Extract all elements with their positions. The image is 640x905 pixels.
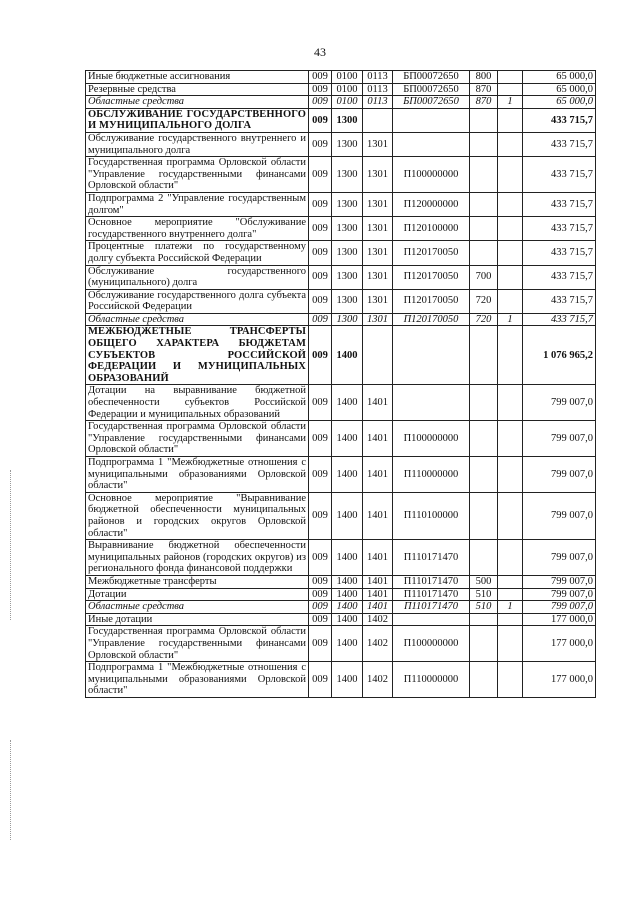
target-item-code-cell: П120170050 — [393, 265, 470, 289]
target-item-code-cell: П120000000 — [393, 192, 470, 216]
expense-type-code-cell — [470, 457, 498, 493]
funding-source-cell — [498, 108, 523, 132]
target-item-code-cell — [393, 613, 470, 626]
target-item-code-cell: БП00072650 — [393, 83, 470, 96]
row-name-cell: Основное мероприятие "Выравнивание бюджетной обеспеченности муниципальных районов и городских округов Орловской области" — [86, 492, 309, 539]
subsection-code-cell: 1401 — [363, 588, 393, 601]
subsection-code-cell: 1401 — [363, 540, 393, 576]
ministry-code-cell: 009 — [309, 588, 332, 601]
target-item-code-cell: П110171470 — [393, 601, 470, 614]
target-item-code-cell: П100000000 — [393, 421, 470, 457]
subsection-code-cell: 1401 — [363, 575, 393, 588]
funding-source-cell — [498, 492, 523, 539]
section-code-cell: 1400 — [332, 457, 363, 493]
ministry-code-cell: 009 — [309, 421, 332, 457]
ministry-code-cell: 009 — [309, 626, 332, 662]
row-name-cell: МЕЖБЮДЖЕТНЫЕ ТРАНСФЕРТЫ ОБЩЕГО ХАРАКТЕРА БЮДЖЕТАМ СУБЪЕКТОВ РОССИЙСКОЙ ФЕДЕРАЦИИ И МУНИЦИПАЛЬНЫХ ОБРАЗОВАНИЙ — [86, 326, 309, 385]
amount-cell: 799 007,0 — [523, 457, 596, 493]
ministry-code-cell: 009 — [309, 457, 332, 493]
funding-source-cell — [498, 613, 523, 626]
row-name-cell: Иные бюджетные ассигнования — [86, 71, 309, 84]
amount-cell: 433 715,7 — [523, 289, 596, 313]
section-code-cell: 0100 — [332, 83, 363, 96]
section-code-cell: 1400 — [332, 662, 363, 698]
amount-cell: 1 076 965,2 — [523, 326, 596, 385]
section-code-cell: 0100 — [332, 71, 363, 84]
amount-cell: 177 000,0 — [523, 662, 596, 698]
target-item-code-cell: БП00072650 — [393, 71, 470, 84]
expense-type-code-cell — [470, 613, 498, 626]
row-name-cell: Подпрограмма 1 "Межбюджетные отношения с муниципальными образованиями Орловской области" — [86, 662, 309, 698]
funding-source-cell — [498, 217, 523, 241]
table-row — [86, 313, 596, 326]
ministry-code-cell: 009 — [309, 241, 332, 265]
row-name-cell: Иные дотации — [86, 613, 309, 626]
table-row — [86, 492, 596, 539]
expense-type-code-cell: 500 — [470, 575, 498, 588]
row-name-cell: Резервные средства — [86, 83, 309, 96]
funding-source-cell — [498, 241, 523, 265]
ministry-code-cell: 009 — [309, 492, 332, 539]
ministry-code-cell: 009 — [309, 289, 332, 313]
amount-cell: 799 007,0 — [523, 492, 596, 539]
margin-dots-upper — [10, 470, 13, 620]
target-item-code-cell: П120170050 — [393, 289, 470, 313]
expense-type-code-cell — [470, 540, 498, 576]
section-code-cell: 1300 — [332, 313, 363, 326]
subsection-code-cell — [363, 326, 393, 385]
table-row — [86, 83, 596, 96]
amount-cell: 433 715,7 — [523, 313, 596, 326]
row-name-cell: Областные средства — [86, 601, 309, 614]
amount-cell: 799 007,0 — [523, 588, 596, 601]
row-name-cell: Государственная программа Орловской области "Управление государственными финансами Орловской области" — [86, 157, 309, 193]
table-row — [86, 108, 596, 132]
section-code-cell: 1400 — [332, 613, 363, 626]
funding-source-cell — [498, 157, 523, 193]
funding-source-cell — [498, 662, 523, 698]
table-body — [86, 71, 596, 698]
row-name-cell: Дотации — [86, 588, 309, 601]
expense-type-code-cell — [470, 241, 498, 265]
table-row — [86, 588, 596, 601]
expense-type-code-cell — [470, 157, 498, 193]
expense-type-code-cell — [470, 326, 498, 385]
funding-source-cell: 1 — [498, 601, 523, 614]
subsection-code-cell — [363, 108, 393, 132]
target-item-code-cell: БП00072650 — [393, 96, 470, 109]
funding-source-cell — [498, 457, 523, 493]
subsection-code-cell: 1401 — [363, 421, 393, 457]
amount-cell: 177 000,0 — [523, 626, 596, 662]
target-item-code-cell: П110000000 — [393, 662, 470, 698]
target-item-code-cell: П110000000 — [393, 457, 470, 493]
ministry-code-cell: 009 — [309, 96, 332, 109]
funding-source-cell — [498, 421, 523, 457]
target-item-code-cell: П120170050 — [393, 313, 470, 326]
row-name-cell: Обслуживание государственного внутреннего и муниципального долга — [86, 132, 309, 156]
target-item-code-cell: П110171470 — [393, 575, 470, 588]
expense-type-code-cell: 700 — [470, 265, 498, 289]
amount-cell: 433 715,7 — [523, 108, 596, 132]
funding-source-cell — [498, 265, 523, 289]
section-code-cell: 1300 — [332, 265, 363, 289]
row-name-cell: Обслуживание государственного (муниципального) долга — [86, 265, 309, 289]
section-code-cell: 1300 — [332, 108, 363, 132]
table-row — [86, 157, 596, 193]
subsection-code-cell: 0113 — [363, 83, 393, 96]
funding-source-cell: 1 — [498, 96, 523, 109]
table-row — [86, 540, 596, 576]
amount-cell: 799 007,0 — [523, 575, 596, 588]
subsection-code-cell: 0113 — [363, 71, 393, 84]
row-name-cell: Областные средства — [86, 313, 309, 326]
subsection-code-cell: 1301 — [363, 265, 393, 289]
table-row — [86, 385, 596, 421]
section-code-cell: 1300 — [332, 157, 363, 193]
row-name-cell: Подпрограмма 2 "Управление государственным долгом" — [86, 192, 309, 216]
section-code-cell: 1300 — [332, 132, 363, 156]
budget-table — [85, 70, 596, 698]
amount-cell: 433 715,7 — [523, 192, 596, 216]
ministry-code-cell: 009 — [309, 132, 332, 156]
table-row — [86, 326, 596, 385]
amount-cell: 433 715,7 — [523, 241, 596, 265]
ministry-code-cell: 009 — [309, 540, 332, 576]
subsection-code-cell: 1301 — [363, 132, 393, 156]
target-item-code-cell: П120100000 — [393, 217, 470, 241]
section-code-cell: 1400 — [332, 626, 363, 662]
table-row — [86, 613, 596, 626]
row-name-cell: ОБСЛУЖИВАНИЕ ГОСУДАРСТВЕННОГО И МУНИЦИПАЛЬНОГО ДОЛГА — [86, 108, 309, 132]
section-code-cell: 1300 — [332, 192, 363, 216]
table-row — [86, 662, 596, 698]
amount-cell: 799 007,0 — [523, 421, 596, 457]
ministry-code-cell: 009 — [309, 192, 332, 216]
ministry-code-cell: 009 — [309, 217, 332, 241]
target-item-code-cell — [393, 108, 470, 132]
target-item-code-cell — [393, 132, 470, 156]
page-number: 43 — [314, 45, 326, 59]
amount-cell: 799 007,0 — [523, 385, 596, 421]
ministry-code-cell: 009 — [309, 71, 332, 84]
table-row — [86, 626, 596, 662]
target-item-code-cell: П110100000 — [393, 492, 470, 539]
amount-cell: 65 000,0 — [523, 71, 596, 84]
amount-cell: 799 007,0 — [523, 601, 596, 614]
section-code-cell: 1400 — [332, 588, 363, 601]
subsection-code-cell: 1401 — [363, 492, 393, 539]
target-item-code-cell: П110171470 — [393, 540, 470, 576]
row-name-cell: Выравнивание бюджетной обеспеченности муниципальных районов (городских округов) из регионального фонда финансовой поддержки — [86, 540, 309, 576]
row-name-cell: Областные средства — [86, 96, 309, 109]
target-item-code-cell: П120170050 — [393, 241, 470, 265]
amount-cell: 433 715,7 — [523, 217, 596, 241]
row-name-cell: Межбюджетные трансферты — [86, 575, 309, 588]
amount-cell: 433 715,7 — [523, 265, 596, 289]
subsection-code-cell: 1301 — [363, 217, 393, 241]
section-code-cell: 1300 — [332, 217, 363, 241]
subsection-code-cell: 1402 — [363, 662, 393, 698]
ministry-code-cell: 009 — [309, 662, 332, 698]
subsection-code-cell: 1301 — [363, 289, 393, 313]
table-row — [86, 132, 596, 156]
row-name-cell: Подпрограмма 1 "Межбюджетные отношения с муниципальными образованиями Орловской области" — [86, 457, 309, 493]
expense-type-code-cell: 800 — [470, 71, 498, 84]
ministry-code-cell: 009 — [309, 265, 332, 289]
funding-source-cell — [498, 326, 523, 385]
table-row — [86, 575, 596, 588]
subsection-code-cell: 1401 — [363, 457, 393, 493]
expense-type-code-cell: 510 — [470, 588, 498, 601]
expense-type-code-cell — [470, 492, 498, 539]
subsection-code-cell: 1402 — [363, 626, 393, 662]
section-code-cell: 1400 — [332, 540, 363, 576]
target-item-code-cell: П100000000 — [393, 157, 470, 193]
row-name-cell: Дотации на выравнивание бюджетной обеспеченности субъектов Российской Федерации и муниципальных образований — [86, 385, 309, 421]
row-name-cell: Основное мероприятие "Обслуживание государственного внутреннего долга" — [86, 217, 309, 241]
funding-source-cell — [498, 575, 523, 588]
subsection-code-cell: 1301 — [363, 241, 393, 265]
target-item-code-cell: П100000000 — [393, 626, 470, 662]
target-item-code-cell — [393, 385, 470, 421]
funding-source-cell — [498, 540, 523, 576]
subsection-code-cell: 1402 — [363, 613, 393, 626]
subsection-code-cell: 1301 — [363, 157, 393, 193]
funding-source-cell — [498, 192, 523, 216]
margin-dots-lower — [10, 740, 13, 840]
ministry-code-cell: 009 — [309, 385, 332, 421]
funding-source-cell — [498, 289, 523, 313]
subsection-code-cell: 1301 — [363, 313, 393, 326]
row-name-cell: Государственная программа Орловской области "Управление государственными финансами Орловской области" — [86, 626, 309, 662]
expense-type-code-cell — [470, 132, 498, 156]
section-code-cell: 1400 — [332, 385, 363, 421]
amount-cell: 799 007,0 — [523, 540, 596, 576]
expense-type-code-cell — [470, 385, 498, 421]
section-code-cell: 1400 — [332, 421, 363, 457]
table-row — [86, 192, 596, 216]
funding-source-cell: 1 — [498, 313, 523, 326]
expense-type-code-cell — [470, 626, 498, 662]
expense-type-code-cell — [470, 217, 498, 241]
expense-type-code-cell: 720 — [470, 289, 498, 313]
target-item-code-cell: П110171470 — [393, 588, 470, 601]
section-code-cell: 1300 — [332, 241, 363, 265]
table-row — [86, 71, 596, 84]
ministry-code-cell: 009 — [309, 83, 332, 96]
ministry-code-cell: 009 — [309, 313, 332, 326]
funding-source-cell — [498, 626, 523, 662]
expense-type-code-cell: 510 — [470, 601, 498, 614]
funding-source-cell — [498, 71, 523, 84]
table-row — [86, 421, 596, 457]
ministry-code-cell: 009 — [309, 157, 332, 193]
amount-cell: 65 000,0 — [523, 96, 596, 109]
expense-type-code-cell: 720 — [470, 313, 498, 326]
ministry-code-cell: 009 — [309, 601, 332, 614]
table-row — [86, 289, 596, 313]
funding-source-cell — [498, 83, 523, 96]
row-name-cell: Процентные платежи по государственному долгу субъекта Российской Федерации — [86, 241, 309, 265]
row-name-cell: Государственная программа Орловской области "Управление государственными финансами Орловской области" — [86, 421, 309, 457]
subsection-code-cell: 1401 — [363, 385, 393, 421]
section-code-cell: 1400 — [332, 575, 363, 588]
expense-type-code-cell: 870 — [470, 83, 498, 96]
section-code-cell: 0100 — [332, 96, 363, 109]
amount-cell: 177 000,0 — [523, 613, 596, 626]
table-row — [86, 457, 596, 493]
table-row — [86, 601, 596, 614]
subsection-code-cell: 1401 — [363, 601, 393, 614]
target-item-code-cell — [393, 326, 470, 385]
funding-source-cell — [498, 132, 523, 156]
subsection-code-cell: 0113 — [363, 96, 393, 109]
expense-type-code-cell — [470, 662, 498, 698]
ministry-code-cell: 009 — [309, 326, 332, 385]
row-name-cell: Обслуживание государственного долга субъекта Российской Федерации — [86, 289, 309, 313]
ministry-code-cell: 009 — [309, 613, 332, 626]
expense-type-code-cell — [470, 421, 498, 457]
subsection-code-cell: 1301 — [363, 192, 393, 216]
section-code-cell: 1400 — [332, 601, 363, 614]
expense-type-code-cell: 870 — [470, 96, 498, 109]
amount-cell: 433 715,7 — [523, 157, 596, 193]
funding-source-cell — [498, 588, 523, 601]
amount-cell: 65 000,0 — [523, 83, 596, 96]
section-code-cell: 1400 — [332, 326, 363, 385]
amount-cell: 433 715,7 — [523, 132, 596, 156]
section-code-cell: 1300 — [332, 289, 363, 313]
table-row — [86, 241, 596, 265]
table-row — [86, 265, 596, 289]
expense-type-code-cell — [470, 192, 498, 216]
expense-type-code-cell — [470, 108, 498, 132]
table-row — [86, 96, 596, 109]
funding-source-cell — [498, 385, 523, 421]
ministry-code-cell: 009 — [309, 108, 332, 132]
table-row — [86, 217, 596, 241]
section-code-cell: 1400 — [332, 492, 363, 539]
ministry-code-cell: 009 — [309, 575, 332, 588]
